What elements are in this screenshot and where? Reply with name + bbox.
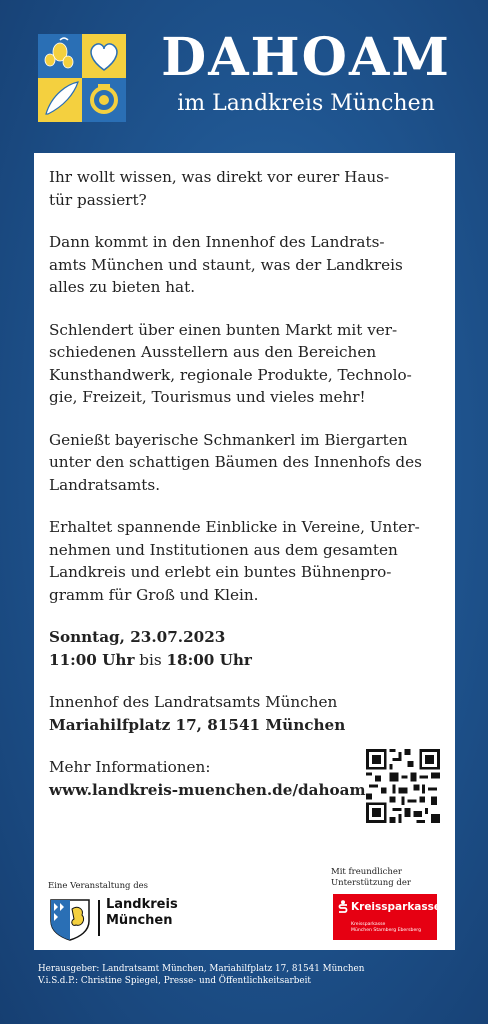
paragraph-intro: Ihr wollt wissen, was direkt vor eurer Haus- tür passiert?: [49, 168, 390, 209]
page-title: DAHOAM: [161, 27, 451, 88]
sponsor-label: [331, 867, 411, 889]
event-date: Sonntag, 23.07.2023: [49, 628, 226, 646]
kreissparkasse-logo: [333, 894, 442, 940]
info-url-link[interactable]: www.landkreis-muenchen.de/dahoam: [49, 780, 366, 799]
paragraph-biergarten: Genießt bayerische Schmankerl im Biergarten unter den schattigen Bäumen des Innenhofs des Landratsamts.: [49, 430, 422, 494]
sparkasse-s-icon: [337, 900, 349, 914]
organizer-label: Eine Veranstaltung des: [48, 881, 149, 891]
footer-publisher: Herausgeber: Landratsamt München, Mariahilfplatz 17, 81541 München: [38, 964, 365, 974]
landkreis-name: [106, 897, 178, 929]
venue-name: Innenhof des Landratsamts München: [49, 693, 338, 711]
landkreis-name-line2: München: [106, 913, 173, 928]
sponsor-name: Kreissparkasse: [351, 901, 442, 913]
qr-code-icon[interactable]: [366, 749, 440, 823]
footer-responsible: V.i.S.d.P.: Christine Spiegel, Presse- und Öffentlichkeitsarbeit: [38, 976, 311, 986]
paragraph-insights: Erhaltet spannende Einblicke in Vereine, Unter- nehmen und Institutionen aus dem gesamten Landkreis und erlebt ein buntes Bühnenpro- gramm für Groß und Klein.: [49, 518, 420, 604]
paragraph-invitation: Dann kommt in den Innenhof des Landrats- amts München und staunt, was der Landkreis alles zu bieten hat.: [49, 233, 403, 296]
footer-imprint: [38, 963, 458, 987]
landkreis-divider: [98, 900, 100, 936]
paragraph-market: Schlendert über einen bunten Markt mit ver- schiedenen Ausstellern aus den Bereichen Kunsthandwerk, regionale Produkte, Technolo- gie, Freizeit, Tourismus und vieles mehr!: [49, 320, 412, 406]
landkreis-logo: [48, 897, 208, 941]
dahoam-logo-icon: [38, 34, 126, 122]
landkreis-coat-of-arms-icon: [48, 897, 92, 941]
sponsor-label-line2: Unterstützung der: [331, 878, 411, 888]
sponsor-label-line1: Mit freundlicher: [331, 867, 402, 877]
info-card: [34, 153, 455, 950]
header-title-block: [146, 26, 466, 118]
event-time-between: bis: [134, 650, 167, 669]
page-subtitle: im Landkreis München: [177, 91, 435, 116]
event-time-end: 18:00 Uhr: [166, 650, 252, 669]
more-info-label: Mehr Informationen:: [49, 758, 211, 776]
event-time-start: 11:00 Uhr: [49, 650, 135, 669]
card-body: [49, 166, 445, 821]
sponsor-tagline: Kreissparkasse München Starnberg Ebersberg: [351, 922, 421, 933]
event-schedule: [49, 626, 445, 671]
venue-address: Mariahilfplatz 17, 81541 München: [49, 715, 346, 734]
landkreis-name-line1: Landkreis: [106, 897, 178, 912]
event-location: [49, 691, 445, 736]
